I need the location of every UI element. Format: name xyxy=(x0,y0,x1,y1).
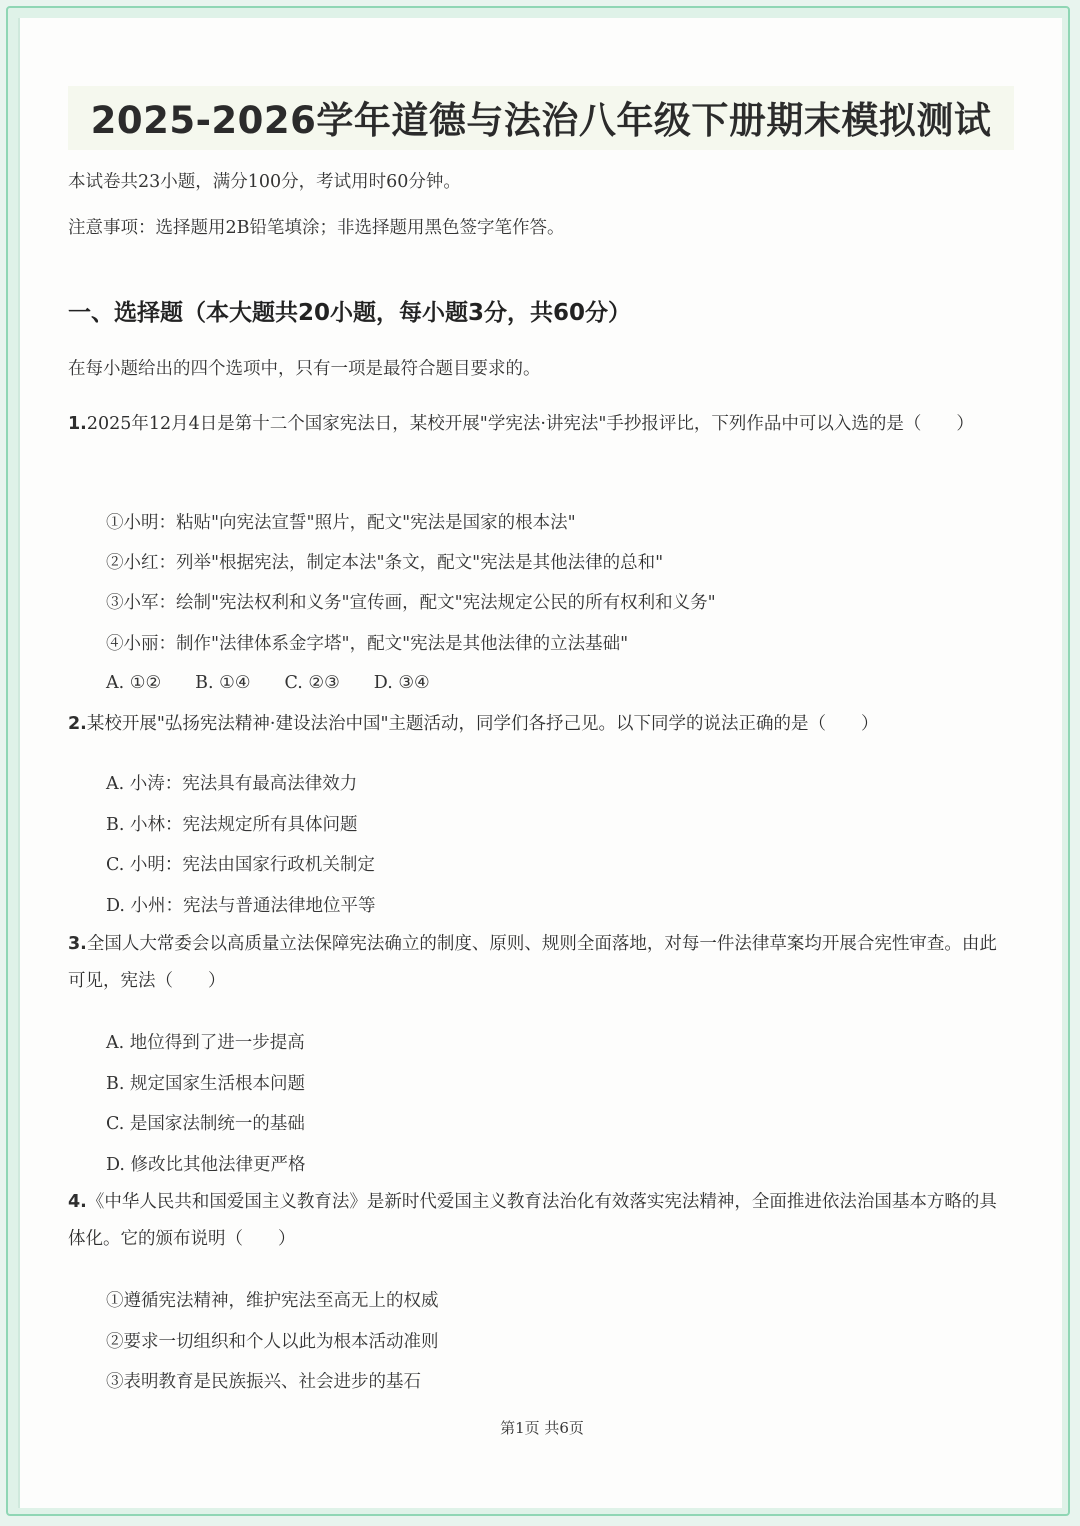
intro-line-2: 注意事项：选择题用2B铅笔填涂；非选择题用黑色签字笔作答。 xyxy=(68,218,565,238)
question-2-choice-a: A. 小涛：宪法具有最高法律效力 xyxy=(106,774,358,794)
question-2-stem xyxy=(68,706,1008,743)
choice-a: A. ①② xyxy=(106,673,162,693)
question-number: 1. xyxy=(68,414,87,434)
intro-line-1: 本试卷共23小题，满分100分，考试用时60分钟。 xyxy=(68,172,461,192)
question-text: 某校开展"弘扬宪法精神·建设法治中国"主题活动，同学们各抒己见。以下同学的说法正确的是（ ） xyxy=(86,714,879,734)
question-1-item-2: ②小红：列举"根据宪法，制定本法"条文，配文"宪法是其他法律的总和" xyxy=(106,553,664,573)
question-3-choice-d: D. 修改比其他法律更严格 xyxy=(106,1155,306,1175)
question-text: 《中华人民共和国爱国主义教育法》是新时代爱国主义教育法治化有效落实宪法精神，全面推进依法治国基本方略的具体化。它的颁布说明（ ） xyxy=(68,1192,997,1249)
question-number: 4. xyxy=(68,1192,87,1212)
question-2-choice-d: D. 小州：宪法与普通法律地位平等 xyxy=(106,896,376,916)
question-3-choice-c: C. 是国家法制统一的基础 xyxy=(106,1114,305,1134)
choice-d: D. ③④ xyxy=(373,673,430,693)
question-1-item-3: ③小军：绘制"宪法权利和义务"宣传画，配文"宪法规定公民的所有权利和义务" xyxy=(106,593,716,613)
question-3-choice-a: A. 地位得到了进一步提高 xyxy=(106,1033,305,1053)
question-1-stem xyxy=(68,406,1008,443)
question-4-item-1: ①遵循宪法精神，维护宪法至高无上的权威 xyxy=(106,1291,439,1311)
choice-c: C. ②③ xyxy=(284,673,340,693)
exam-page xyxy=(18,18,1062,1508)
question-text: 全国人大常委会以高质量立法保障宪法确立的制度、原则、规则全面落地，对每一件法律草案均开展合宪性审查。由此可见，宪法（ ） xyxy=(68,934,997,991)
page-footer: 第1页 共6页 xyxy=(500,1419,584,1437)
question-3-choice-b: B. 规定国家生活根本问题 xyxy=(106,1074,305,1094)
question-4-stem xyxy=(68,1184,1008,1258)
choice-b: B. ①④ xyxy=(195,673,251,693)
question-4-item-2: ②要求一切组织和个人以此为根本活动准则 xyxy=(106,1332,439,1352)
question-text: 2025年12月4日是第十二个国家宪法日，某校开展"学宪法·讲宪法"手抄报评比，下列作品中可以入选的是（ ） xyxy=(86,414,974,434)
question-3-stem xyxy=(68,926,1008,1000)
section-heading: 一、选择题（本大题共20小题，每小题3分，共60分） xyxy=(68,300,632,326)
section-instruction: 在每小题给出的四个选项中，只有一项是最符合题目要求的。 xyxy=(68,359,541,379)
question-1-choices xyxy=(106,673,464,693)
question-2-choice-c: C. 小明：宪法由国家行政机关制定 xyxy=(106,855,375,875)
exam-title: 2025-2026学年道德与法治八年级下册期末模拟测试 xyxy=(90,99,992,142)
question-1-item-4: ④小丽：制作"法律体系金字塔"，配文"宪法是其他法律的立法基础" xyxy=(106,634,629,654)
question-1-item-1: ①小明：粘贴"向宪法宣誓"照片，配文"宪法是国家的根本法" xyxy=(106,513,576,533)
question-4-item-3: ③表明教育是民族振兴、社会进步的基石 xyxy=(106,1372,421,1392)
question-2-choice-b: B. 小林：宪法规定所有具体问题 xyxy=(106,815,358,835)
question-number: 3. xyxy=(68,934,87,954)
question-number: 2. xyxy=(68,714,87,734)
